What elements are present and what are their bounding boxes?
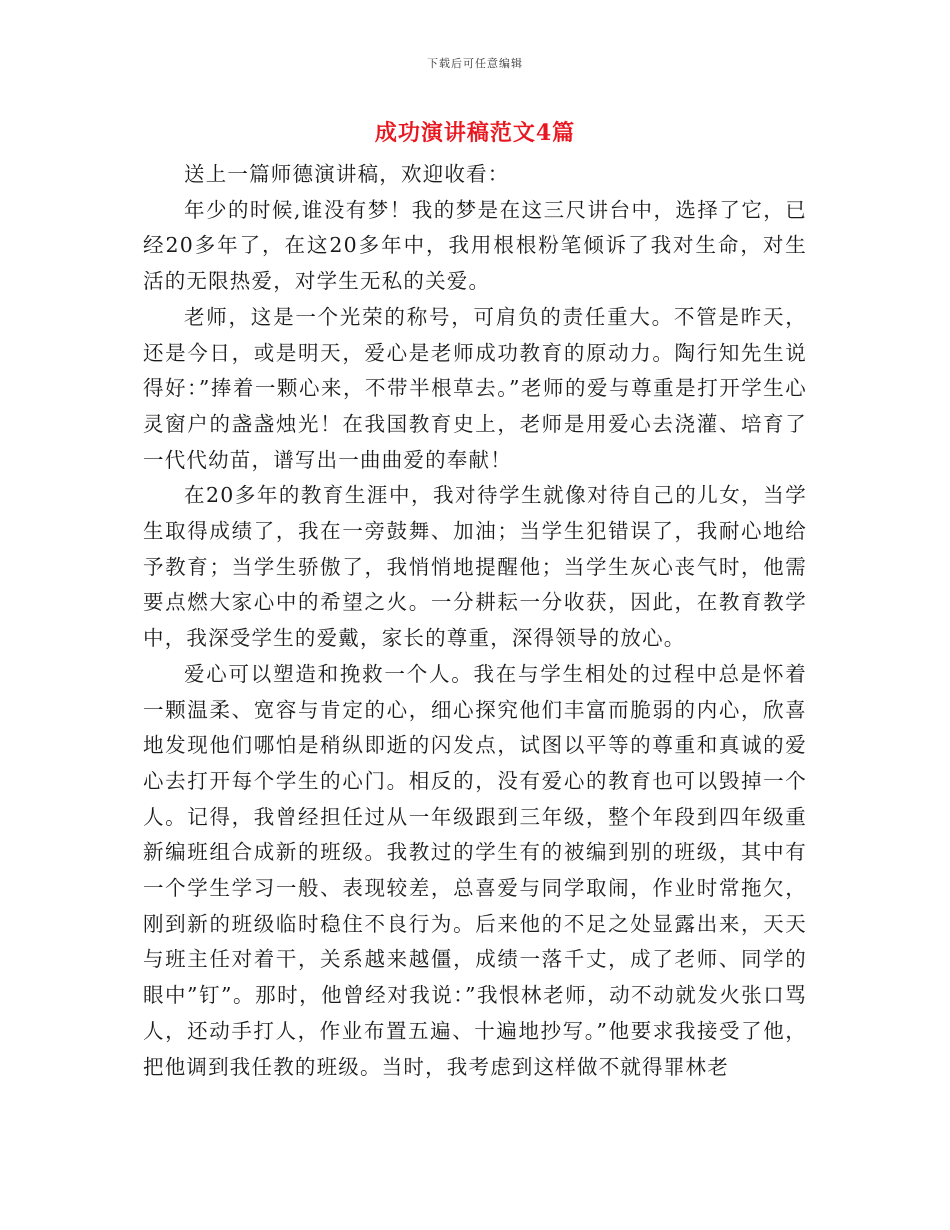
header-note: 下载后可任意编辑 bbox=[427, 57, 523, 70]
paragraph-1: 送上一篇师德演讲稿，欢迎收看： bbox=[184, 162, 510, 186]
document-title: 成功演讲稿范文4篇 bbox=[374, 120, 576, 146]
document-body bbox=[143, 157, 807, 1085]
paragraph-4: 在20多年的教育生涯中，我对待学生就像对待自己的儿女，当学生取得成绩了，我在一旁鼓舞、加油；当学生犯错误了，我耐心地给予教育；当学生骄傲了，我悄悄地提醒他；当学生灰心丧气时，他需要点燃大家心中的希望之火。一分耕耘一分收获，因此，在教育教学中，我深受学生的爱戴，家长的尊重，深得领导的放心。 bbox=[143, 483, 807, 651]
paragraph-3: 老师，这是一个光荣的称号，可肩负的责任重大。不管是昨天，还是今日，或是明天，爱心是老师成功教育的原动力。陶行知先生说得好：”捧着一颗心来，不带半根草去。”老师的爱与尊重是打开学生心灵窗户的盏盏烛光！在我国教育史上，老师是用爱心去浇灌、培育了一代代幼苗，谱写出一曲曲爱的奉献！ bbox=[143, 304, 807, 472]
paragraph-5: 爱心可以塑造和挽救一个人。我在与学生相处的过程中总是怀着一颗温柔、宽容与肯定的心，细心探究他们丰富而脆弱的内心，欣喜地发现他们哪怕是稍纵即逝的闪发点，试图以平等的尊重和真诚的爱心去打开每个学生的心门。相反的，没有爱心的教育也可以毁掉一个人。记得，我曾经担任过从一年级跟到三年级，整个年段到四年级重新编班组合成新的班级。我教过的学生有的被编到别的班级，其中有一个学生学习一般、表现较差，总喜爱与同学取闹，作业时常拖欠，刚到新的班级临时稳住不良行为。后来他的不足之处显露出来，天天与班主任对着干，关系越来越僵，成绩一落千丈，成了老师、同学的眼中”钉”。那时，他曾经对我说：”我恨林老师，动不动就发火张口骂人，还动手打人，作业布置五遍、十遍地抄写。”他要求我接受了他，把他调到我任教的班级。当时，我考虑到这样做不就得罪林老 bbox=[143, 661, 807, 1079]
paragraph-2: 年少的时候,谁没有梦！我的梦是在这三尺讲台中，选择了它，已经20多年了，在这20多年中，我用根根粉笔倾诉了我对生命，对生活的无限热爱，对学生无私的关爱。 bbox=[143, 197, 807, 294]
